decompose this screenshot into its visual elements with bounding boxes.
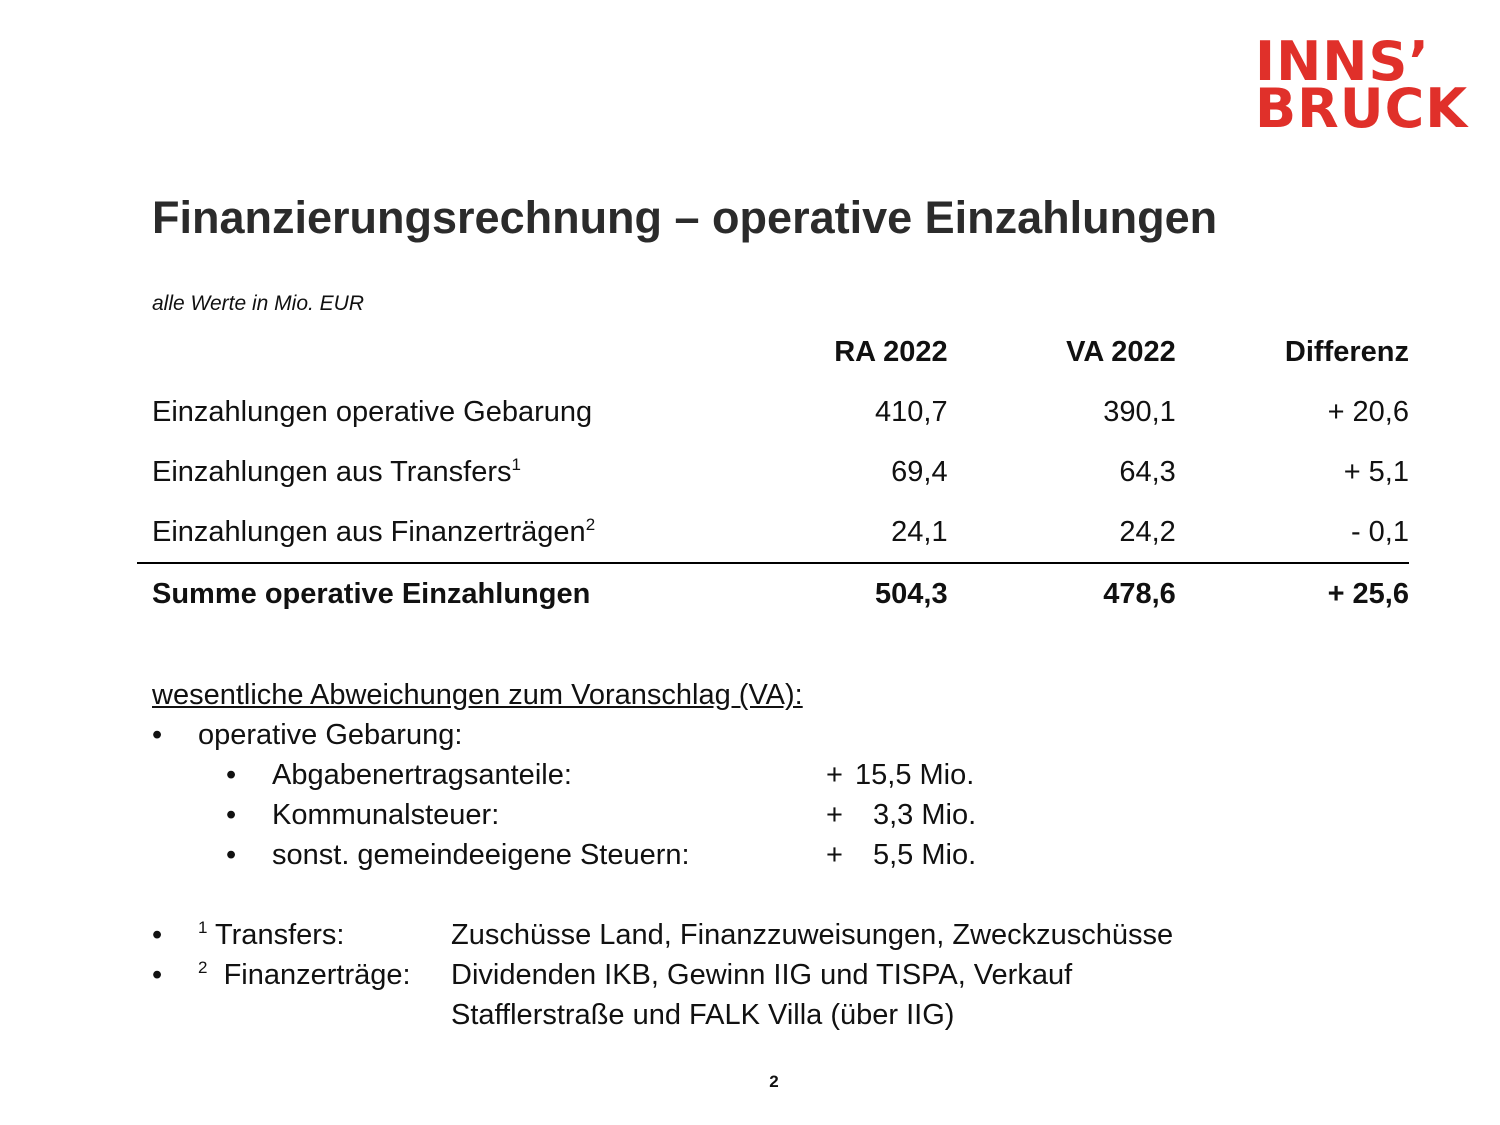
deviation-label: Abgabenertragsanteile: [272,759,572,791]
bullet-icon: • [226,839,237,871]
footnote-number: 1 [198,918,208,937]
column-header-va: VA 2022 [1066,335,1176,368]
table-row [137,442,1409,502]
bullet-icon: • [152,919,163,951]
column-header-ra: RA 2022 [834,335,948,368]
logo-line-1: INNS’ [1255,30,1430,93]
page-title: Finanzierungsrechnung – operative Einzahlungen [152,192,1218,243]
cell-ra: 69,4 [891,455,948,488]
total-ra: 504,3 [752,563,947,624]
bullet-icon: • [226,759,237,791]
cell-diff: + 20,6 [1327,395,1409,428]
table-row [137,502,1409,563]
row-label: Einzahlungen aus Transfers$^1$ [152,454,521,488]
innsbruck-logo [1255,30,1469,140]
footnote-marker: 2 [585,514,596,534]
deviation-sign: + [826,759,843,791]
group-label: operative Gebarung: [198,719,463,751]
bullet-icon: • [226,799,237,831]
total-va: 478,6 [948,563,1176,624]
table-row [137,382,1409,442]
footnote-1-text: Zuschüsse Land, Finanzzuweisungen, Zweckzuschüsse [451,919,1174,951]
footnote-marker: 1 [511,454,521,474]
deviation-sign: + [826,839,843,871]
total-label: Summe operative Einzahlungen [137,563,752,624]
bullet-icon: • [152,719,163,751]
cell-va: 64,3 [1119,455,1176,488]
deviations-heading: wesentliche Abweichungen zum Voranschlag (VA): [152,679,803,711]
units-note: alle Werte in Mio. EUR [152,292,365,315]
deviation-label: Kommunalsteuer: [272,799,500,831]
row-label: Einzahlungen aus Finanzerträgen$^2$ [152,514,596,548]
logo-line-2: BRUCK [1255,77,1469,140]
footnote-2-text-line-2: Stafflerstraße und FALK Villa (über IIG) [451,999,955,1031]
cell-diff: + 5,1 [1343,455,1409,488]
footnote-1-label: $^1$ Transfers: [198,918,345,951]
deviation-label: sonst. gemeindeeigene Steuern: [272,839,690,871]
footnote-number: 2 [198,958,208,977]
cell-diff: - 0,1 [1350,515,1409,548]
cell-ra: 410,7 [875,395,948,428]
table-total-row [137,563,1409,624]
cell-va: 390,1 [1103,395,1176,428]
footnote-2-label: $^2$ Finanzerträge: [198,958,411,991]
page-number: 2 [769,1072,779,1091]
column-header-diff: Differenz [1284,335,1409,368]
deviation-value: 3,3 Mio. [873,799,977,831]
table-header-row [137,322,1409,382]
cell-ra: 24,1 [891,515,948,548]
financing-table [137,322,1409,624]
row-label: Einzahlungen operative Gebarung [152,395,593,428]
cell-va: 24,2 [1119,515,1176,548]
deviation-sign: + [826,799,843,831]
table-header-empty [137,322,752,382]
deviation-value: 15,5 Mio. [855,759,975,791]
bullet-icon: • [152,959,163,991]
footnote-2-text-line-1: Dividenden IKB, Gewinn IIG und TISPA, Verkauf [451,959,1073,991]
deviation-value: 5,5 Mio. [873,839,977,871]
total-diff: + 25,6 [1176,563,1409,624]
